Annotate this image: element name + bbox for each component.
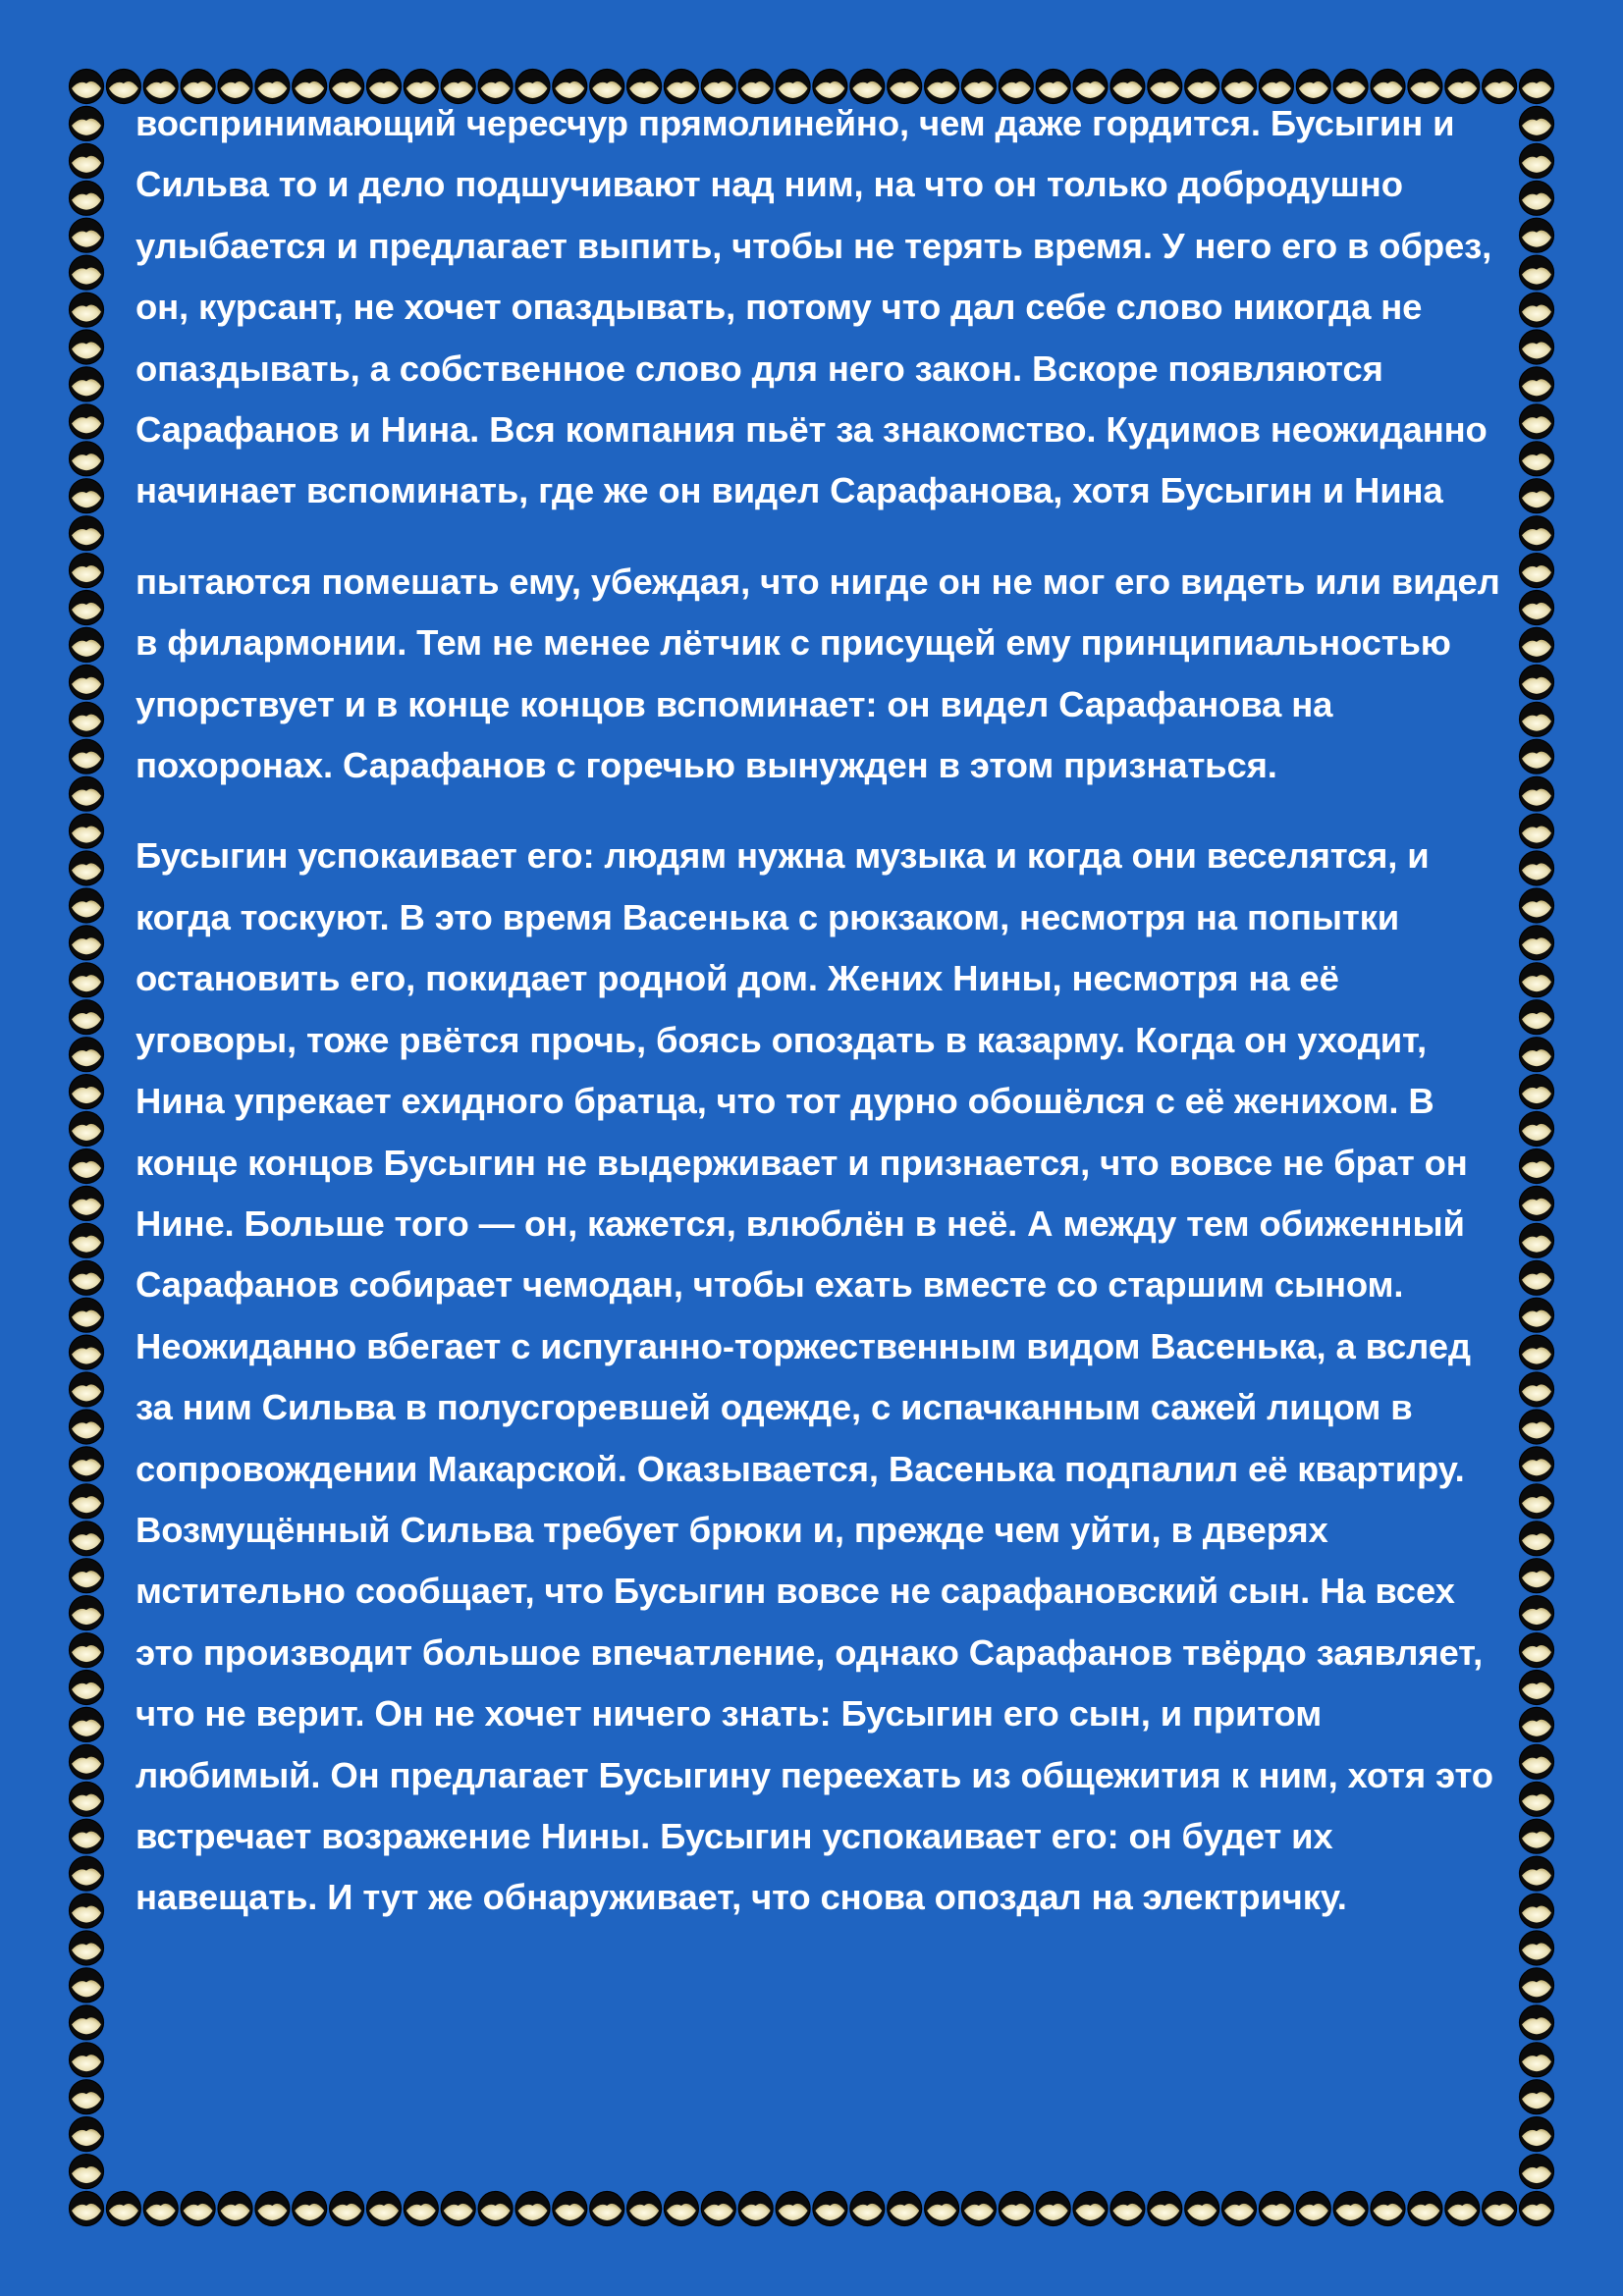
border-ball-icon — [1520, 218, 1554, 252]
border-ball-icon — [1520, 888, 1554, 923]
border-ball-icon — [255, 2192, 290, 2226]
paragraph-1: воспринимающий чересчур прямолинейно, чем даже гордится. Бусыгин и Сильва то и дело подшучивают над ним, на что он только добродушно улыбается и предлагает выпить, чтобы не терять время. У него его в обрез, он, курсант, не хочет опаздывать, потому что дал себе слово никогда не опаздывать, а собственное слово для него закон. Вскоре появляются Сарафанов и Нина. Вся компания пьёт за знакомство. Кудимов неожиданно начинает вспоминать, где же он видел Сарафанова, хотя Бусыгин и Нина — [135, 103, 1492, 511]
border-ball-icon — [70, 1298, 104, 1332]
border-ball-icon — [515, 2192, 550, 2226]
border-ball-icon — [70, 70, 104, 104]
border-ball-icon — [70, 2117, 104, 2152]
border-ball-icon — [553, 2192, 587, 2226]
border-ball-icon — [1333, 2192, 1368, 2226]
border-ball-icon — [70, 2043, 104, 2077]
border-ball-icon — [1185, 2192, 1219, 2226]
border-ball-icon — [70, 1744, 104, 1779]
border-ball-icon — [813, 2192, 847, 2226]
border-ball-icon — [70, 1260, 104, 1295]
border-ball-icon — [70, 2155, 104, 2189]
border-ball-icon — [218, 2192, 252, 2226]
border-ball-icon — [70, 1112, 104, 1147]
border-ball-icon — [181, 2192, 215, 2226]
border-ball-icon — [70, 1819, 104, 1853]
border-ball-icon — [70, 2192, 104, 2226]
border-ball-icon — [1520, 255, 1554, 290]
border-ball-icon — [70, 1968, 104, 2002]
border-ball-icon — [1520, 1223, 1554, 1257]
border-ball-icon — [1520, 479, 1554, 513]
border-ball-icon — [70, 1633, 104, 1668]
border-ball-icon — [1259, 2192, 1293, 2226]
border-ball-icon — [701, 2192, 735, 2226]
border-ball-icon — [888, 2192, 922, 2226]
border-ball-icon — [70, 776, 104, 811]
border-ball-icon — [1520, 1112, 1554, 1147]
border-ball-icon — [1520, 702, 1554, 736]
border-ball-icon — [70, 851, 104, 885]
border-ball-icon — [70, 479, 104, 513]
border-ball-icon — [1520, 1075, 1554, 1109]
border-ball-icon — [1371, 2192, 1405, 2226]
border-ball-icon — [70, 1484, 104, 1519]
border-ball-icon — [70, 1335, 104, 1369]
border-ball-icon — [1036, 2192, 1070, 2226]
border-ball-icon — [70, 554, 104, 588]
border-ball-icon — [70, 1707, 104, 1741]
border-ball-icon — [70, 106, 104, 140]
border-ball-icon — [70, 1522, 104, 1556]
border-ball-icon — [1222, 2192, 1257, 2226]
border-ball-icon — [70, 1186, 104, 1220]
border-ball-icon — [1520, 1707, 1554, 1741]
border-ball-icon — [70, 1856, 104, 1891]
border-ball-icon — [1520, 963, 1554, 997]
border-ball-icon — [70, 1000, 104, 1035]
border-ball-icon — [70, 255, 104, 290]
border-ball-icon — [1520, 776, 1554, 811]
border-ball-icon — [1520, 2080, 1554, 2114]
border-ball-icon — [367, 2192, 402, 2226]
border-ball-icon — [70, 1931, 104, 1965]
border-ball-icon — [1520, 926, 1554, 960]
paragraph-3: Бусыгин успокаивает его: людям нужна музыка и когда они веселятся, и когда тоскуют. В это время Васенька с рюкзаком, несмотря на попытки остановить его, покидает родной дом. Жених Нины, несмотря на её уговоры, тоже рвётся прочь, боясь опоздать в казарму. Когда он уходит, Нина упрекает ехидного братца, что тот дурно обошёлся с её женихом. В конце концов Бусыгин не выдерживает и признается, что вовсе не брат он Нине. Больше того — он, кажется, влюблён в неё. А между тем обиженный Сарафанов собирает чемодан, чтобы ехать вместе со старшим сыном. Неожиданно вбегает с испуганно-торжественным видом Васенька, а вслед за ним Сильва в полусгоревшей одежде, с испачканным сажей лицом в сопровождении Макарской. Оказывается, Васенька подпалил её квартиру. Возмущённый Сильва требует брюки и, прежде чем уйти, в дверях мстительно сообщает, что Бусыгин вовсе не сарафановский сын. На всех это производит большое впечатление, однако Сарафанов твёрдо заявляет, что не верит. Он не хочет ничего знать: Бусыгин его сын, и притом любимый. Он предлагает Бусыгину переехать из общежития к ним, хотя это встречает возражение Нины. Бусыгин успокаивает его: он будет их навещать. И тут же обнаруживает, что снова опоздал на электричку. — [135, 835, 1493, 1918]
border-ball-icon — [293, 2192, 327, 2226]
border-ball-icon — [850, 2192, 885, 2226]
border-ball-icon — [664, 2192, 698, 2226]
border-ball-icon — [1520, 1968, 1554, 2002]
border-ball-icon — [70, 888, 104, 923]
border-ball-icon — [1520, 404, 1554, 439]
border-ball-icon — [1520, 1856, 1554, 1891]
border-ball-icon — [1520, 1260, 1554, 1295]
border-ball-icon — [590, 2192, 624, 2226]
border-ball-icon — [70, 516, 104, 551]
border-ball-icon — [70, 1223, 104, 1257]
border-ball-icon — [1520, 1149, 1554, 1184]
border-ball-icon — [70, 1894, 104, 1928]
border-ball-icon — [143, 2192, 178, 2226]
border-ball-icon — [1520, 1335, 1554, 1369]
border-ball-icon — [70, 330, 104, 364]
border-ball-icon — [1520, 1186, 1554, 1220]
border-ball-icon — [1520, 367, 1554, 401]
border-ball-icon — [1520, 665, 1554, 699]
border-ball-icon — [1408, 2192, 1442, 2226]
border-ball-icon — [70, 404, 104, 439]
border-ball-icon — [441, 2192, 475, 2226]
border-ball-icon — [70, 1075, 104, 1109]
border-ball-icon — [1520, 2192, 1554, 2226]
border-ball-icon — [70, 963, 104, 997]
border-ball-icon — [70, 926, 104, 960]
border-ball-icon — [1148, 2192, 1182, 2226]
border-ball-icon — [70, 218, 104, 252]
border-ball-icon — [1520, 1522, 1554, 1556]
border-ball-icon — [70, 442, 104, 476]
border-ball-icon — [70, 814, 104, 848]
border-ball-icon — [1520, 143, 1554, 178]
border-ball-icon — [925, 2192, 959, 2226]
border-ball-icon — [404, 2192, 438, 2226]
border-ball-icon — [1520, 1000, 1554, 1035]
border-ball-icon — [70, 665, 104, 699]
border-ball-icon — [1520, 1038, 1554, 1072]
border-ball-icon — [70, 739, 104, 774]
border-ball-icon — [738, 2192, 773, 2226]
border-ball-icon — [70, 1410, 104, 1444]
border-ball-icon — [1520, 1894, 1554, 1928]
border-ball-icon — [1520, 1671, 1554, 1705]
border-ball-icon — [70, 1671, 104, 1705]
border-ball-icon — [1520, 627, 1554, 662]
border-ball-icon — [1445, 2192, 1480, 2226]
border-ball-icon — [1520, 1633, 1554, 1668]
border-ball-icon — [70, 2005, 104, 2040]
border-ball-icon — [1296, 2192, 1330, 2226]
border-ball-icon — [1520, 739, 1554, 774]
border-ball-icon — [999, 2192, 1033, 2226]
border-ball-icon — [1520, 516, 1554, 551]
border-ball-icon — [70, 1596, 104, 1630]
border-ball-icon — [70, 181, 104, 215]
border-ball-icon — [1110, 2192, 1145, 2226]
border-ball-icon — [627, 2192, 662, 2226]
border-ball-icon — [70, 367, 104, 401]
border-ball-icon — [1520, 70, 1554, 104]
border-ball-icon — [1520, 2005, 1554, 2040]
border-ball-icon — [1520, 1782, 1554, 1816]
document-text — [135, 93, 1505, 2174]
border-ball-icon — [330, 2192, 364, 2226]
border-ball-icon — [1520, 181, 1554, 215]
border-ball-icon — [1520, 2117, 1554, 2152]
border-ball-icon — [1520, 330, 1554, 364]
border-ball-icon — [1520, 1298, 1554, 1332]
border-ball-icon — [1520, 442, 1554, 476]
border-ball-icon — [70, 702, 104, 736]
border-ball-icon — [1520, 1819, 1554, 1853]
border-ball-icon — [776, 2192, 810, 2226]
border-ball-icon — [70, 1559, 104, 1593]
border-ball-icon — [1483, 2192, 1517, 2226]
border-ball-icon — [1520, 293, 1554, 327]
border-ball-icon — [70, 1782, 104, 1816]
border-ball-icon — [70, 1038, 104, 1072]
border-ball-icon — [70, 143, 104, 178]
border-ball-icon — [1520, 591, 1554, 625]
border-ball-icon — [1520, 2043, 1554, 2077]
border-ball-icon — [1520, 851, 1554, 885]
border-ball-icon — [70, 627, 104, 662]
border-ball-icon — [1520, 1447, 1554, 1481]
border-ball-icon — [1520, 1410, 1554, 1444]
border-ball-icon — [1520, 1484, 1554, 1519]
border-ball-icon — [70, 293, 104, 327]
border-ball-icon — [70, 2080, 104, 2114]
border-ball-icon — [70, 1447, 104, 1481]
border-ball-icon — [70, 591, 104, 625]
border-ball-icon — [70, 1372, 104, 1407]
paragraph-2: пытаются помешать ему, убеждая, что нигде он не мог его видеть или видел в филармонии. Тем не менее лётчик с присущей ему принципиальностью упорствует и в конце концов вспоминает: он видел Сарафанова на похоронах. Сарафанов с горечью вынужден в этом признаться. — [135, 561, 1500, 786]
border-ball-icon — [1520, 814, 1554, 848]
border-ball-icon — [1520, 1372, 1554, 1407]
border-ball-icon — [70, 1149, 104, 1184]
border-ball-icon — [1520, 106, 1554, 140]
border-ball-icon — [1520, 1559, 1554, 1593]
border-ball-icon — [1073, 2192, 1108, 2226]
border-ball-icon — [1520, 554, 1554, 588]
border-ball-icon — [1520, 1744, 1554, 1779]
border-ball-icon — [961, 2192, 996, 2226]
border-ball-icon — [478, 2192, 513, 2226]
border-ball-icon — [1520, 1931, 1554, 1965]
border-ball-icon — [1520, 2155, 1554, 2189]
border-ball-icon — [106, 2192, 140, 2226]
border-ball-icon — [1520, 1596, 1554, 1630]
